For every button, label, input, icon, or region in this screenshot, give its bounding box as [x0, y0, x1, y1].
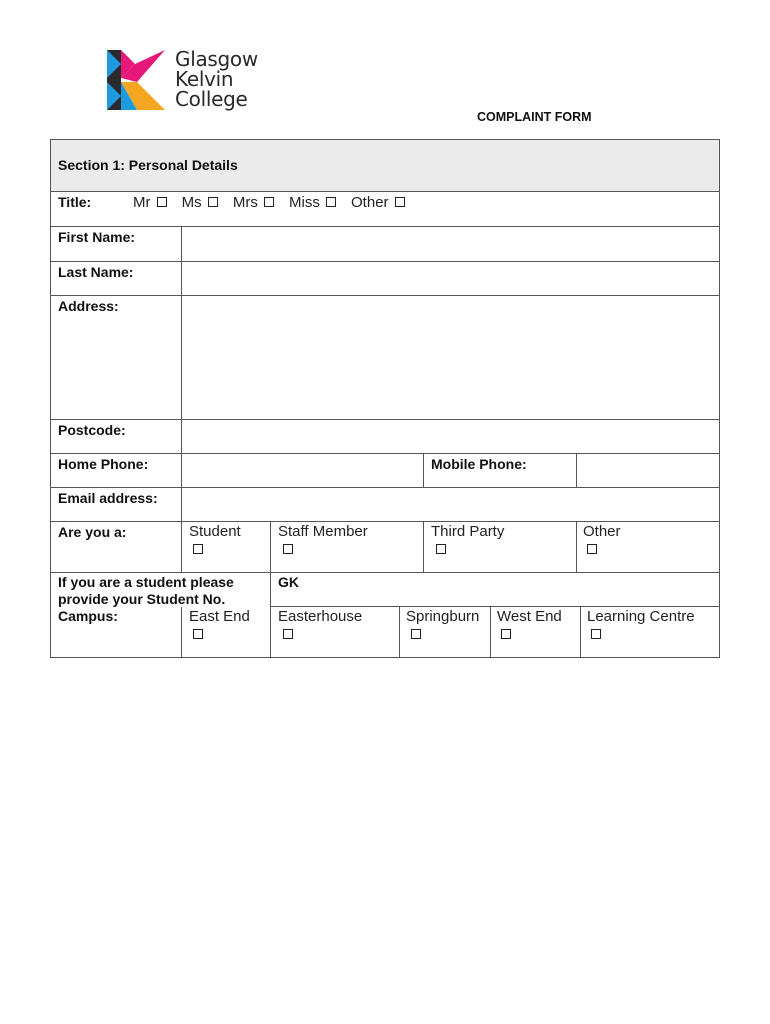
role-staff-checkbox[interactable]: [283, 544, 293, 554]
role-other-label: Other: [583, 523, 621, 540]
campus-west-end-label: West End: [497, 608, 562, 625]
section-heading: Section 1: Personal Details: [58, 157, 238, 173]
role-label: Are you a:: [58, 524, 127, 540]
title-option-mr: Mr: [133, 194, 151, 211]
role-third-party-label: Third Party: [431, 523, 505, 540]
mobile-phone-label: Mobile Phone:: [431, 456, 527, 472]
phone-row: [51, 454, 719, 488]
title-option-mrs: Mrs: [232, 194, 258, 211]
role-student-checkbox[interactable]: [193, 544, 203, 554]
last-name-field[interactable]: [182, 262, 719, 295]
title-option-other: Other: [351, 194, 389, 211]
role-staff-label: Staff Member: [278, 523, 368, 540]
college-logo: [107, 47, 277, 112]
campus-springburn-checkbox[interactable]: [411, 629, 421, 639]
mobile-phone-field[interactable]: [577, 454, 719, 487]
student-no-row: [51, 573, 719, 607]
student-no-prefix: GK: [278, 574, 299, 590]
student-no-field[interactable]: [301, 573, 719, 607]
home-phone-label: Home Phone:: [58, 456, 149, 472]
last-name-row: [51, 262, 719, 296]
campus-east-end-checkbox[interactable]: [193, 629, 203, 639]
title-mrs-checkbox[interactable]: [264, 197, 274, 207]
first-name-row: [51, 227, 719, 262]
logo-wordmark: Glasgow Kelvin College: [175, 47, 258, 111]
title-option-ms: Ms: [181, 194, 202, 211]
personal-details-form: [50, 139, 720, 658]
first-name-field[interactable]: [182, 227, 719, 261]
section-heading-row: [51, 140, 719, 192]
first-name-label: First Name:: [58, 229, 136, 245]
logo-k-icon: [107, 50, 167, 110]
postcode-label: Postcode:: [58, 422, 126, 438]
email-field[interactable]: [182, 488, 719, 521]
home-phone-field[interactable]: [182, 454, 423, 487]
campus-row: [51, 607, 719, 657]
title-options: [133, 194, 416, 211]
last-name-label: Last Name:: [58, 264, 134, 280]
student-no-label: If you are a student please provide your Student No.: [58, 574, 234, 607]
campus-learning-centre-label: Learning Centre: [587, 608, 695, 625]
role-student-label: Student: [189, 523, 241, 540]
title-row: [51, 192, 719, 227]
postcode-field[interactable]: [182, 420, 719, 453]
role-other-checkbox[interactable]: [587, 544, 597, 554]
role-third-party-checkbox[interactable]: [436, 544, 446, 554]
address-row: [51, 296, 719, 420]
email-row: [51, 488, 719, 522]
campus-west-end-checkbox[interactable]: [501, 629, 511, 639]
title-miss-checkbox[interactable]: [326, 197, 336, 207]
role-row: [51, 522, 719, 573]
address-field[interactable]: [182, 296, 719, 419]
email-label: Email address:: [58, 490, 158, 506]
campus-springburn-label: Springburn: [406, 608, 480, 625]
title-other-checkbox[interactable]: [395, 197, 405, 207]
title-option-miss: Miss: [289, 194, 320, 211]
form-title: COMPLAINT FORM: [477, 110, 592, 124]
campus-easterhouse-checkbox[interactable]: [283, 629, 293, 639]
campus-learning-centre-checkbox[interactable]: [591, 629, 601, 639]
campus-label: Campus:: [58, 608, 118, 624]
title-ms-checkbox[interactable]: [208, 197, 218, 207]
address-label: Address:: [58, 298, 119, 314]
title-label: Title:: [58, 194, 92, 210]
campus-easterhouse-label: Easterhouse: [278, 608, 363, 625]
postcode-row: [51, 420, 719, 454]
campus-east-end-label: East End: [189, 608, 250, 625]
title-mr-checkbox[interactable]: [157, 197, 167, 207]
